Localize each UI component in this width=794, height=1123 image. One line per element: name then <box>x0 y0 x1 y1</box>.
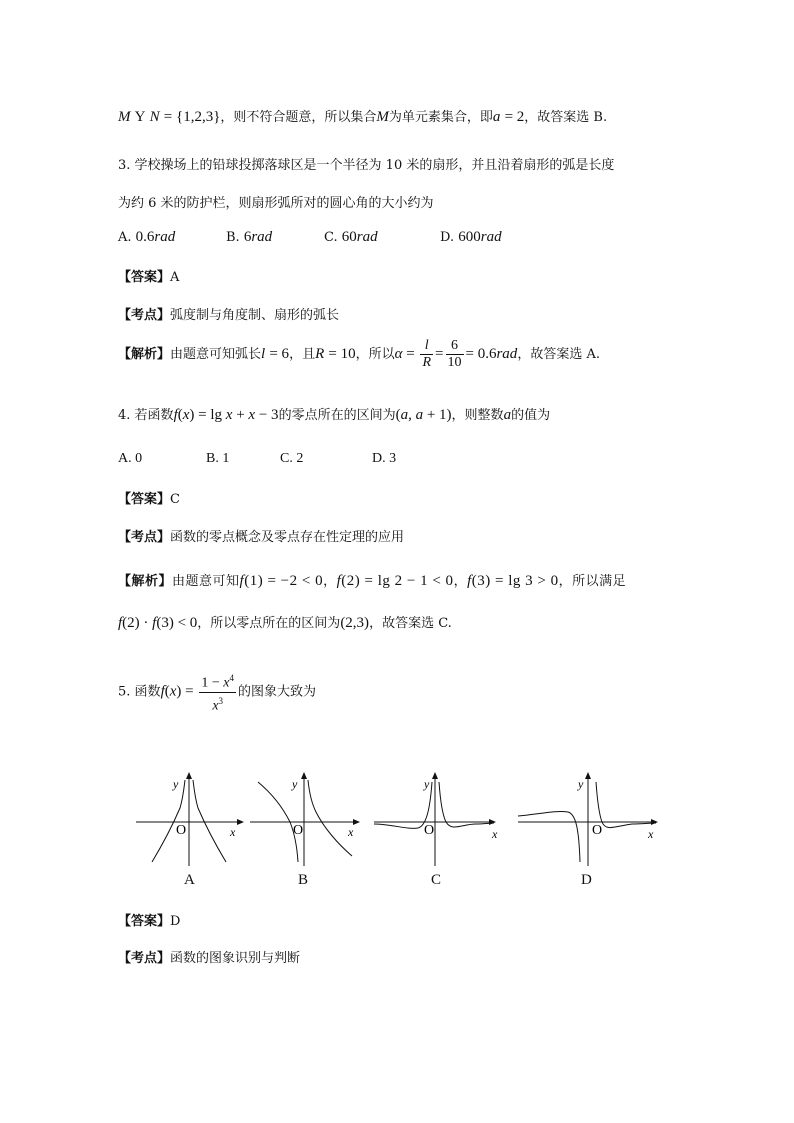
q4-stem: 4. 若函数f(x) = lg x + x − 3的零点所在的区间为(a, a + 1)，则整数a的值为 <box>118 407 551 423</box>
q4-answer: 【答案】C <box>118 492 180 507</box>
q3-answer: 【答案】A <box>118 270 180 285</box>
graph-d <box>516 770 666 870</box>
q3-option-a: A. 0.6rad <box>118 229 176 245</box>
q4-option-c: C. 2 <box>280 451 304 466</box>
origin-label: O <box>424 823 435 838</box>
q5-topic: 【考点】函数的图象识别与判断 <box>118 951 301 966</box>
graph-a-caption: A <box>184 872 195 888</box>
origin-label: O <box>293 823 304 838</box>
graph-d-caption: D <box>581 872 592 888</box>
graph-b-caption: B <box>298 872 309 888</box>
axis-x-label: x <box>230 825 236 839</box>
origin-label: O <box>592 823 603 838</box>
q3-topic: 【考点】弧度制与角度制、扇形的弧长 <box>118 308 340 323</box>
axis-x-label: x <box>492 827 498 841</box>
axis-y-label: y <box>578 777 584 791</box>
graph-c-caption: C <box>431 872 442 888</box>
q4-topic: 【考点】函数的零点概念及零点存在性定理的应用 <box>118 530 405 545</box>
q5-answer: 【答案】D <box>118 914 181 929</box>
graph-a <box>134 770 246 870</box>
q3-stem-line2: 为约 6 米的防护栏，则扇形弧所对的圆心角的大小约为 <box>118 196 434 211</box>
q3-option-b: B. 6rad <box>226 229 273 245</box>
q4-options <box>118 451 396 467</box>
origin-label: O <box>176 823 187 838</box>
graph-c <box>372 770 507 870</box>
q4-analysis-line2: f(2) · f(3) < 0，所以零点所在的区间为(2,3)，故答案选 C. <box>118 615 452 631</box>
q3-stem-line1: 3. 学校操场上的铅球投掷落球区是一个半径为 10 米的扇形，并且沿着扇形的弧是长度 <box>118 158 615 173</box>
q3-option-d: D. 600rad <box>440 229 502 245</box>
q4-analysis-line1: 【解析】由题意可知f(1) = −2 < 0，f(2) = lg 2 − 1 < 0，f(3) = lg 3 > 0，所以满足 <box>118 573 627 589</box>
axis-y-label: y <box>292 777 298 791</box>
q3-options <box>118 229 502 246</box>
axis-x-label: x <box>348 825 354 839</box>
q4-option-d: D. 3 <box>372 451 397 466</box>
axis-x-label: x <box>648 827 654 841</box>
graph-b <box>248 770 363 870</box>
axis-y-label: y <box>173 777 179 791</box>
axis-y-label: y <box>424 777 430 791</box>
q3-analysis: 【解析】由题意可知弧长l = 6，且R = 10，所以α = $\frac{l}{R}$ = $\frac{6}{10}$ = 0.6rad，故答案选 A. <box>118 338 600 370</box>
q4-option-b: B. 1 <box>206 451 230 466</box>
q4-option-a: A. 0 <box>118 451 143 466</box>
q5-stem: 5. 函数f(x) = $\frac{1 - x^4}{x^3}$ 的图象大致为 <box>118 670 316 714</box>
q3-option-c: C. 60rad <box>324 229 378 245</box>
line-set-union: M Y N = {1,2,3}，则不符合题意，所以集合M为单元素集合，即a = 2，故答案选 B. <box>118 109 608 125</box>
